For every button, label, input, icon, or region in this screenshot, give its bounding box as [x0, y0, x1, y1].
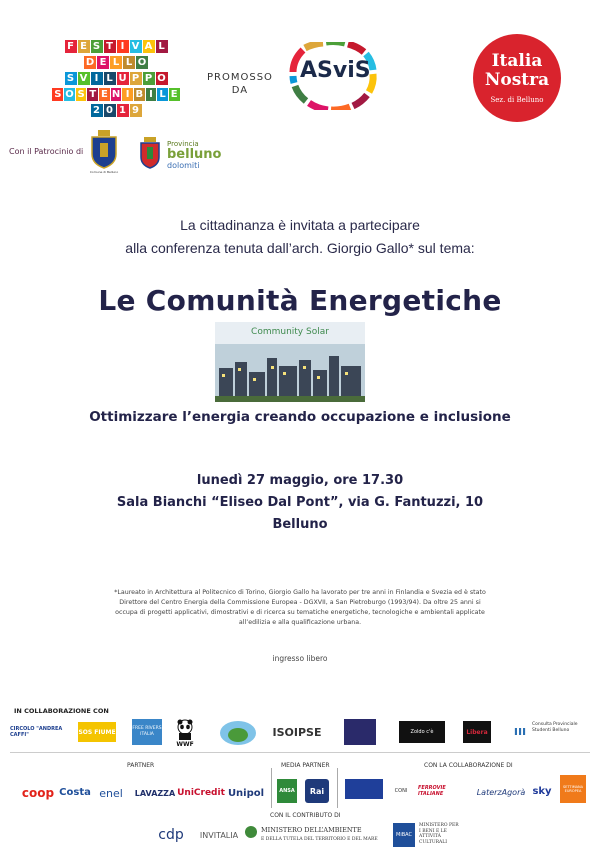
community-solar-label: Community Solar	[251, 327, 329, 337]
enel-logo: enel	[99, 786, 123, 800]
mibac-label: MINISTERO PER I BENI E LE ATTIVITÀ CULTURALI	[419, 823, 459, 845]
festival-letter-tile: I	[146, 88, 157, 101]
sos-fiume-logo: SOS FIUME	[78, 722, 116, 742]
free-rivers-logo: FREE RIVERS ITALIA	[132, 719, 162, 745]
consulta-icon: ııı	[513, 724, 527, 738]
invitalia-logo: INVITALIA	[199, 830, 239, 840]
separator	[337, 768, 338, 808]
separator	[271, 768, 272, 808]
festival-letter-tile: S	[77, 89, 85, 100]
festival-letter-tile: U	[118, 73, 127, 84]
eu-flag-icon	[345, 779, 383, 799]
svg-text:Comune di Belluno: Comune di Belluno	[89, 170, 119, 174]
festival-letter-tile: S	[65, 72, 77, 85]
belluno-crest-icon	[89, 130, 119, 174]
collab-header: IN COLLABORAZIONE CON	[14, 707, 109, 715]
festival-letter-tile: 0	[104, 104, 116, 117]
festival-letter-tile: O	[137, 57, 147, 68]
contributo-label: CON IL CONTRIBUTO DI	[270, 812, 341, 819]
festival-letter-tile: L	[123, 56, 135, 69]
festival-word	[52, 104, 180, 118]
festival-letter-tile: V	[78, 72, 90, 85]
ministero-ambiente-icon	[245, 826, 257, 838]
media-partner-label: MEDIA PARTNER	[281, 762, 330, 769]
festival-word	[52, 40, 180, 54]
coni-logo: CONI	[394, 788, 408, 794]
event-date: lunedì 27 maggio, ore 17.30	[196, 473, 404, 488]
festival-letter-tile: I	[117, 40, 129, 53]
festival-letter-tile: S	[91, 40, 103, 53]
unicredit-logo: UniCredit	[177, 788, 225, 798]
rai-logo: Rai	[305, 779, 329, 803]
italia-nostra-logo: Italia Nostra Sez. di Belluno	[473, 34, 561, 122]
festival-word	[52, 72, 180, 86]
festival-letter-tile: O	[65, 89, 74, 100]
partner-label: PARTNER	[127, 762, 155, 769]
festival-letter-tile: F	[65, 40, 77, 53]
festival-word	[52, 88, 180, 102]
festival-letter-tile: O	[157, 73, 166, 84]
earth-circle-logo-icon	[218, 719, 258, 747]
settimana-europea-logo: SETTIMANA EUROPEA	[560, 775, 586, 803]
festival-letter-tile: E	[78, 40, 90, 53]
festival-letter-tile: I	[91, 72, 103, 85]
page-title: Le Comunità Energetiche	[98, 284, 502, 317]
ingresso-libero: ingresso libero	[272, 654, 328, 663]
festival-letter-tile: L	[104, 72, 116, 85]
festival-letter-tile: E	[97, 56, 109, 69]
festival-letter-tile: E	[100, 89, 108, 100]
festival-letter-tile: V	[130, 40, 142, 53]
unipol-logo: Unipol	[227, 787, 265, 799]
festival-letter-tile: N	[111, 89, 121, 100]
costa-logo: Costa	[59, 786, 91, 798]
festival-letter-tile: 1	[117, 104, 129, 117]
event-venue: Sala Bianchi “Eliseo Dal Pont”, via G. Fantuzzi, 10	[116, 495, 484, 510]
lavazza-logo: LAVAZZA	[134, 788, 176, 798]
event-city: Belluno	[272, 517, 328, 532]
festival-letter-tile: P	[143, 72, 155, 85]
patrocinio-label: Con il Patrocinio di	[9, 147, 84, 156]
collab2-label: CON LA COLLABORAZIONE DI	[424, 762, 513, 769]
community-solar-image	[215, 322, 365, 402]
ferrovie-logo: FERROVIE ITALIANE	[418, 785, 446, 797]
libera-logo: Libera	[463, 721, 491, 743]
provincia-belluno-logo: Provincia belluno dolomiti	[167, 140, 222, 170]
subtitle: Ottimizzare l’energia creando occupazione e inclusione	[89, 409, 511, 425]
festival-word	[52, 56, 180, 70]
isoipse-logo: ISOIPSE	[272, 725, 322, 739]
circolo-caffi-logo: CIRCOLO "ANDREA CAFFI"	[10, 726, 63, 738]
sky-logo: sky	[532, 785, 552, 797]
event-details	[0, 470, 600, 536]
festival-letter-tile: P	[130, 72, 142, 85]
festival-letter-tile: A	[143, 40, 155, 53]
ministero-ambiente-logo: MINISTERO DELL’AMBIENTE E DELLA TUTELA DEL TERRITORIO E DEL MARE	[261, 826, 378, 842]
blue-square-logo	[344, 719, 376, 745]
festival-letter-tile: 9	[130, 104, 142, 117]
consulta-label: Consulta Provinciale Studenti Belluno	[532, 722, 578, 733]
festival-letter-tile: L	[156, 40, 168, 53]
wwf-panda-icon	[176, 719, 194, 741]
festival-letter-tile: E	[170, 89, 178, 100]
mibac-icon: MiBAC	[393, 823, 415, 847]
laterza-agora-logo: LaterzAgorà	[476, 787, 526, 797]
promosso-da-label: PROMOSSO DA	[207, 72, 273, 96]
wwf-label: WWF	[176, 740, 194, 748]
festival-letter-tile: B	[135, 89, 144, 100]
festival-letter-tile: T	[89, 89, 97, 100]
festival-letter-tile: T	[104, 40, 116, 53]
festival-letter-tile: 2	[91, 104, 103, 117]
festival-letter-tile: S	[54, 89, 62, 100]
festival-letter-tile: D	[85, 57, 95, 68]
coop-logo: coop	[21, 786, 55, 800]
invitation-text: La cittadinanza è invitata a partecipare alla conferenza tenuta dall’arch. Giorgio Gallo* sul tema:	[125, 217, 475, 256]
festival-logo	[52, 40, 180, 120]
cdp-logo: cdp	[158, 827, 184, 843]
ansa-logo: ANSA	[277, 779, 297, 803]
asvis-wordmark: ASviS	[300, 58, 371, 83]
festival-letter-tile: L	[157, 88, 168, 101]
festival-letter-tile: L	[110, 56, 122, 69]
speaker-note: *Laureato in Architettura al Politecnico di Torino, Giorgio Gallo ha lavorato per tre anni in Finlandia e Svezia ed è stato Direttore del Centro Energia della Commissione Europea - DGXVII, a San Pietroburgo (1993/94). Da oltre 25 anni si occupa di progetti applicativi, dimostrativi e di ricerca su tematiche energetiche, tecnologiche e ambientali applicate all’edilizia e alla qualificazione urbana.	[114, 589, 486, 626]
provincia-crest-icon	[139, 137, 161, 171]
footer-divider	[10, 752, 590, 753]
zoldo-logo: Zoldo c'è	[399, 721, 445, 743]
festival-letter-tile: I	[122, 88, 133, 101]
